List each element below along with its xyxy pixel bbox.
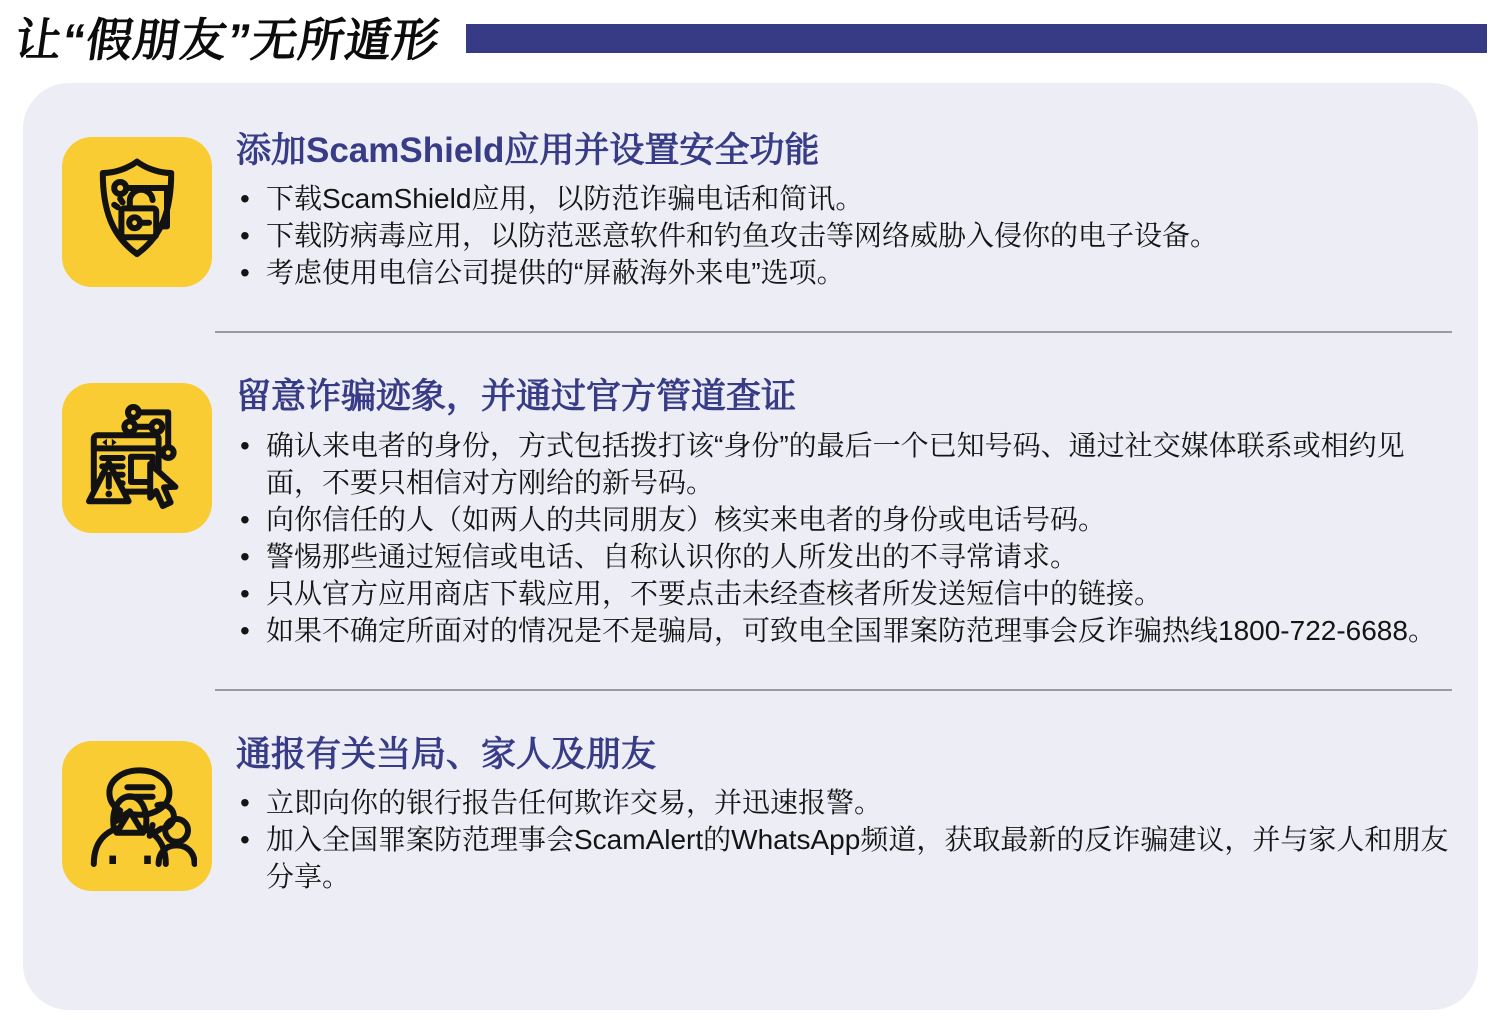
scam-website-warning-icon: [62, 383, 212, 533]
bullet-item: • 下载ScamShield应用，以防范诈骗电话和简讯。: [236, 180, 1452, 217]
report-conversation-icon: [62, 741, 212, 891]
bullet-list: [236, 784, 1452, 895]
bullet-list: [236, 427, 1452, 649]
page-title: 让“假朋友”无所遁形: [11, 14, 444, 66]
bullet-item: • 向你信任的人（如两人的共同朋友）核实来电者的身份或电话号码。: [236, 501, 1452, 538]
page-header: [0, 0, 1500, 66]
bullet-item: • 确认来电者的身份，方式包括拨打该“身份”的最后一个已知号码、通过社交媒体联系或相约见面，不要只相信对方刚给的新号码。: [236, 427, 1452, 501]
bullet-item: • 如果不确定所面对的情况是不是骗局，可致电全国罪案防范理事会反诈骗热线1800-722-6688。: [236, 612, 1452, 649]
section-scamshield: [62, 131, 1452, 291]
bullet-item: • 只从官方应用商店下载应用，不要点击未经查核者所发送短信中的链接。: [236, 575, 1452, 612]
section-heading: 添加ScamShield应用并设置安全功能: [236, 131, 820, 170]
section-heading: 通报有关当局、家人及朋友: [236, 734, 657, 774]
section-report: [62, 734, 1452, 895]
shield-lock-icon: [62, 137, 212, 287]
bullet-item: • 加入全国罪案防范理事会ScamAlert的WhatsApp频道，获取最新的反诈骗建议，并与家人和朋友分享。: [236, 821, 1452, 895]
section-heading: 留意诈骗迹象，并通过官方管道查证: [236, 377, 797, 417]
bullet-item: • 立即向你的银行报告任何欺诈交易，并迅速报警。: [236, 784, 1452, 821]
section-content: [236, 734, 1452, 895]
section-divider: [215, 689, 1452, 691]
bullet-item: • 警惕那些通过短信或电话、自称认识你的人所发出的不寻常请求。: [236, 538, 1452, 575]
bullet-list: [236, 180, 1452, 291]
title-accent-bar: [466, 24, 1487, 53]
section-content: [236, 131, 1452, 291]
tips-panel: [23, 83, 1478, 1010]
section-divider: [215, 331, 1452, 333]
bullet-item: • 考虑使用电信公司提供的“屏蔽海外来电”选项。: [236, 254, 1452, 291]
section-content: [236, 377, 1452, 648]
section-verify: [62, 377, 1452, 648]
bullet-item: • 下载防病毒应用，以防范恶意软件和钓鱼攻击等网络威胁入侵你的电子设备。: [236, 217, 1452, 254]
